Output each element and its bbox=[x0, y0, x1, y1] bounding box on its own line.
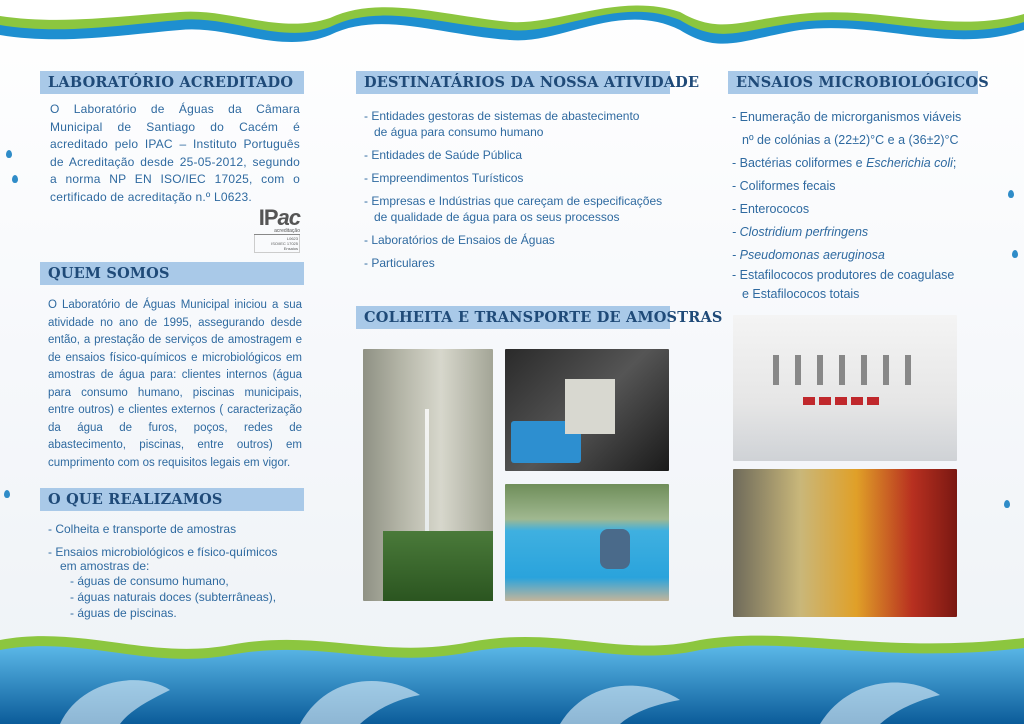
list-item-text: nº de colónias a (22±2)°C e a (36±2)°C bbox=[742, 133, 959, 147]
list-item-text: - bbox=[732, 248, 740, 262]
ipac-logo: IPac acreditação L0623 ISO/IEC 17025 Ensaios bbox=[254, 208, 300, 253]
list-item bbox=[364, 255, 670, 271]
list-item bbox=[732, 283, 978, 306]
bottom-wave-decoration bbox=[0, 620, 1024, 724]
list-item bbox=[364, 193, 670, 225]
list-item-text: - bbox=[732, 225, 740, 239]
list-item-line: - Empreendimentos Turísticos bbox=[364, 171, 524, 185]
about-text: O Laboratório de Águas Municipal iniciou a sua atividade no ano de 1995, assegurando desde então, a prestação de serviços de amostragem e de ensaios físico-químicos e microbiológicos em amostras de água para: clientes internos (água para consumo humano, piscinas municipais, entre outros) e clientes externos ( caracterização da água de furos, poços, redes de abastecimento, piscinas, entre outros) em cumprimento com os requisitos legais em vigor. bbox=[48, 299, 302, 469]
list-item-line: - Laboratórios de Ensaios de Águas bbox=[364, 233, 555, 247]
photo-water-tap bbox=[363, 349, 493, 601]
list-item bbox=[732, 198, 978, 221]
list-item-text: Escherichia coli bbox=[866, 156, 953, 170]
section-heading: COLHEITA E TRANSPORTE DE AMOSTRAS bbox=[356, 306, 670, 329]
water-drop-icon bbox=[1008, 190, 1014, 198]
list-item-text: Pseudomonas aeruginosa bbox=[739, 248, 885, 262]
list-item-text: - Bactérias coliformes e bbox=[732, 156, 867, 170]
list-subitem: - águas naturais doces (subterrâneas), bbox=[70, 590, 277, 604]
accredited-text: O Laboratório de Águas da Câmara Municipal de Santiago do Cacém é acreditado pelo IPAC – Instituto Português de Acreditação desde 25-05-2012, segundo a norma NP EN ISO/IEC 17025, com o certificado de acreditação n.º L0623. bbox=[50, 102, 300, 204]
list-item-line: de qualidade de água para os seus processos bbox=[374, 210, 620, 224]
photo-culture-flasks bbox=[733, 469, 957, 617]
water-drop-icon bbox=[6, 150, 12, 158]
list-subitem: - águas de consumo humano, bbox=[70, 574, 229, 588]
water-drop-icon bbox=[1004, 500, 1010, 508]
list-item-text: - Enumeração de microrganismos viáveis bbox=[732, 110, 962, 124]
list-item-text: - Coliformes fecais bbox=[732, 179, 836, 193]
logo-norm: ISO/IEC 17025 bbox=[271, 241, 298, 246]
section-heading: QUEM SOMOS bbox=[40, 262, 304, 285]
list-item-text: e Estafilococos totais bbox=[742, 287, 860, 301]
list-item bbox=[732, 106, 978, 129]
recipients-section bbox=[356, 71, 700, 278]
list-item-line: - Particulares bbox=[364, 256, 435, 270]
list-item: em amostras de: bbox=[60, 559, 150, 573]
section-heading: DESTINATÁRIOS DA NOSSA ATIVIDADE bbox=[356, 71, 670, 94]
photo-sampling-equipment bbox=[505, 349, 669, 471]
photo-filtration-lab bbox=[733, 315, 957, 461]
list-item bbox=[732, 244, 978, 267]
water-drop-icon bbox=[12, 175, 18, 183]
list-item bbox=[732, 152, 978, 175]
list-item-text: - Enterococos bbox=[732, 202, 810, 216]
list-item-line: - Empresas e Indústrias que careçam de especificações bbox=[364, 194, 663, 208]
list-item-line: - Entidades gestoras de sistemas de abastecimento bbox=[364, 109, 640, 123]
list-item-line: - Entidades de Saúde Pública bbox=[364, 148, 523, 162]
services-section bbox=[40, 488, 304, 621]
water-drop-icon bbox=[4, 490, 10, 498]
logo-code: L0623 bbox=[286, 236, 298, 241]
section-heading: LABORATÓRIO ACREDITADO bbox=[40, 71, 304, 94]
list-item bbox=[364, 170, 670, 186]
list-item bbox=[364, 232, 670, 248]
list-item bbox=[732, 175, 978, 198]
list-subitem: - águas de piscinas. bbox=[70, 606, 177, 620]
photo-pool-sampling bbox=[505, 484, 669, 601]
section-heading: O QUE REALIZAMOS bbox=[40, 488, 304, 511]
about-section bbox=[40, 262, 304, 472]
list-item bbox=[364, 108, 670, 140]
list-item-text: Clostridium perfringens bbox=[739, 225, 869, 239]
logo-type: Ensaios bbox=[283, 246, 298, 251]
list-item-line: de água para consumo humano bbox=[374, 125, 544, 139]
list-item bbox=[732, 129, 978, 152]
list-item: - Ensaios microbiológicos e físico-químicos bbox=[48, 545, 278, 559]
sampling-section bbox=[356, 306, 723, 329]
section-heading: ENSAIOS MICROBIOLÓGICOS bbox=[728, 71, 978, 94]
tests-section bbox=[728, 71, 989, 306]
top-wave-decoration bbox=[0, 0, 1024, 60]
water-drop-icon bbox=[1012, 250, 1018, 258]
list-item bbox=[732, 221, 978, 244]
list-item bbox=[732, 267, 978, 283]
accredited-section bbox=[40, 71, 304, 253]
list-item bbox=[364, 147, 670, 163]
list-item-text: - Estafilococos produtores de coagulase bbox=[732, 268, 955, 282]
list-item: - Colheita e transporte de amostras bbox=[48, 522, 237, 536]
list-item-text: ; bbox=[952, 156, 957, 170]
